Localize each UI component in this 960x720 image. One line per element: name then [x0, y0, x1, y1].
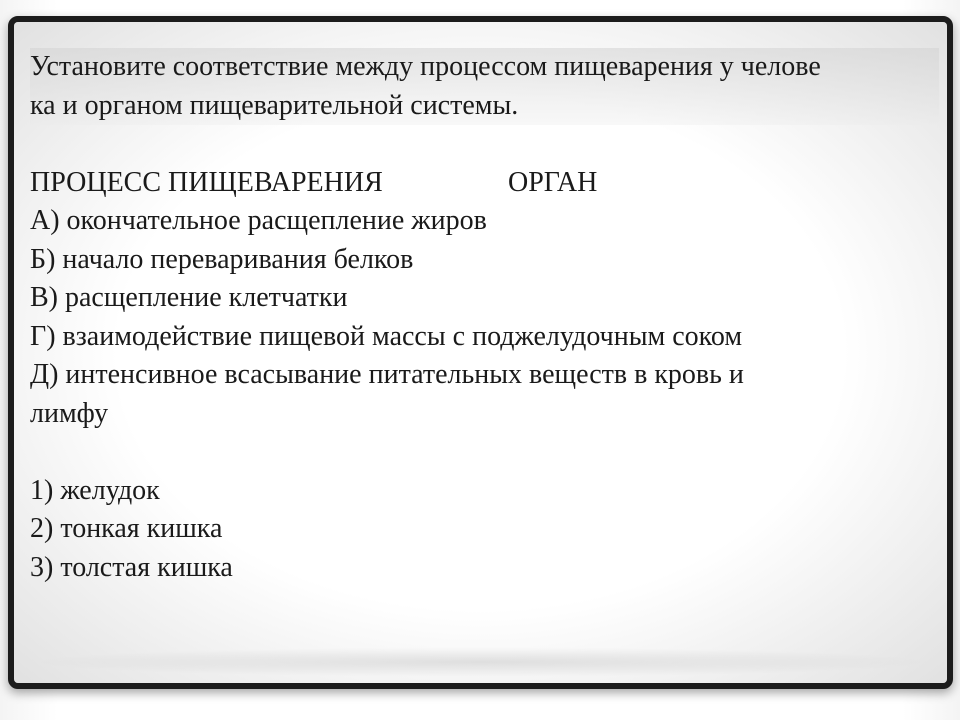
process-item-d-continuation: лимфу — [30, 397, 109, 429]
task-instruction-line-1: Установите соответствие между процессом пищеварения у челове — [30, 51, 821, 82]
task-content — [30, 48, 941, 587]
organ-column-header: ОРГАН — [508, 166, 598, 198]
slide-frame — [8, 16, 953, 689]
spacer — [30, 125, 941, 164]
column-headers — [30, 164, 941, 203]
process-item-v: В) расщепление клетчатки — [30, 282, 348, 313]
process-column-header: ПРОЦЕСС ПИЩЕВАРЕНИЯ — [30, 166, 383, 198]
organ-item-2: 2) тонкая кишка — [30, 513, 223, 544]
organ-item-1: 1) желудок — [30, 474, 160, 506]
task-instruction — [30, 48, 939, 125]
organ-item-3: 3) толстая кишка — [30, 551, 233, 583]
task-instruction-line-2: ка и органом пищеварительной системы. — [30, 89, 519, 121]
frame-bottom-shadow — [26, 647, 935, 677]
process-item-g: Г) взаимодействие пищевой массы с поджелудочным соком — [30, 320, 743, 352]
process-item-b: Б) начало переваривания белков — [30, 243, 414, 275]
process-item-a: А) окончательное расщепление жиров — [30, 205, 487, 236]
process-item-d: Д) интенсивное всасывание питательных веществ в кровь и — [30, 359, 744, 390]
spacer — [30, 433, 941, 472]
